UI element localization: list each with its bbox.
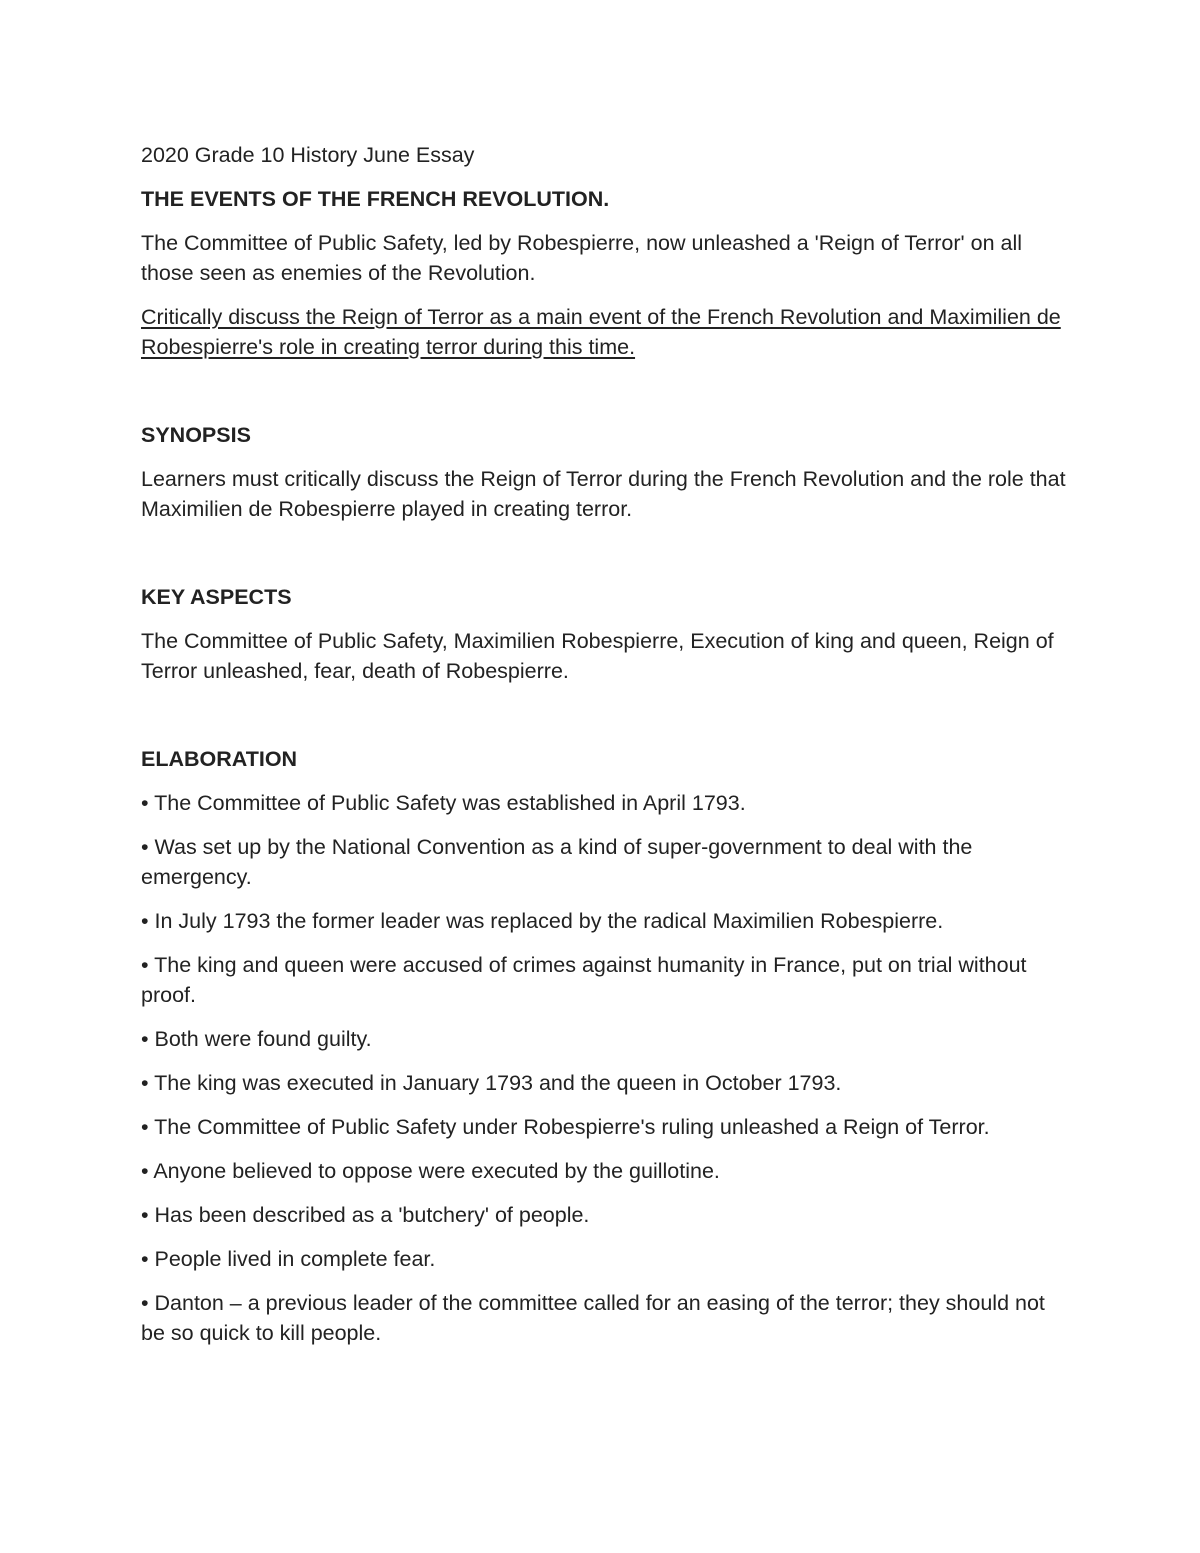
elaboration-heading: ELABORATION	[141, 747, 298, 771]
intro-paragraph: The Committee of Public Safety, led by Robespierre, now unleashed a 'Reign of Terror' on all those seen as enemies of the Revolution.	[141, 231, 1023, 285]
key-aspects-heading: KEY ASPECTS	[141, 585, 292, 609]
elaboration-bullet: • The king was executed in January 1793 and the queen in October 1793.	[141, 1071, 842, 1095]
essay-question: Critically discuss the Reign of Terror as a main event of the French Revolution and Maximilien de Robespierre's role in creating terror during this time.	[141, 305, 1061, 359]
elaboration-bullet: • Danton – a previous leader of the committee called for an easing of the terror; they should not be so quick to kill people.	[141, 1291, 1045, 1345]
synopsis-text: Learners must critically discuss the Reign of Terror during the French Revolution and the role that Maximilien de Robespierre played in creating terror.	[141, 467, 1066, 521]
elaboration-bullet: • Was set up by the National Convention as a kind of super-government to deal with the emergency.	[141, 835, 973, 889]
elaboration-bullet: • The Committee of Public Safety under Robespierre's ruling unleashed a Reign of Terror.	[141, 1115, 990, 1139]
synopsis-heading: SYNOPSIS	[141, 423, 251, 447]
elaboration-bullet: • In July 1793 the former leader was replaced by the radical Maximilien Robespierre.	[141, 909, 944, 933]
elaboration-bullet: • Both were found guilty.	[141, 1027, 372, 1051]
elaboration-bullet: • The king and queen were accused of crimes against humanity in France, put on trial without proof.	[141, 953, 1027, 1007]
elaboration-bullet: • Anyone believed to oppose were executed by the guillotine.	[141, 1159, 720, 1183]
elaboration-bullet: • The Committee of Public Safety was established in April 1793.	[141, 791, 746, 815]
elaboration-list	[141, 788, 1071, 1348]
document-title: 2020 Grade 10 History June Essay	[141, 143, 475, 167]
main-heading: THE EVENTS OF THE FRENCH REVOLUTION.	[141, 187, 610, 211]
elaboration-bullet: • People lived in complete fear.	[141, 1247, 436, 1271]
section-spacer	[141, 700, 1071, 744]
section-spacer	[141, 376, 1071, 420]
key-aspects-text: The Committee of Public Safety, Maximilien Robespierre, Execution of king and queen, Reign of Terror unleashed, fear, death of Robespierre.	[141, 629, 1054, 683]
section-spacer	[141, 538, 1071, 582]
elaboration-bullet: • Has been described as a 'butchery' of people.	[141, 1203, 590, 1227]
document-page	[141, 140, 1071, 1362]
